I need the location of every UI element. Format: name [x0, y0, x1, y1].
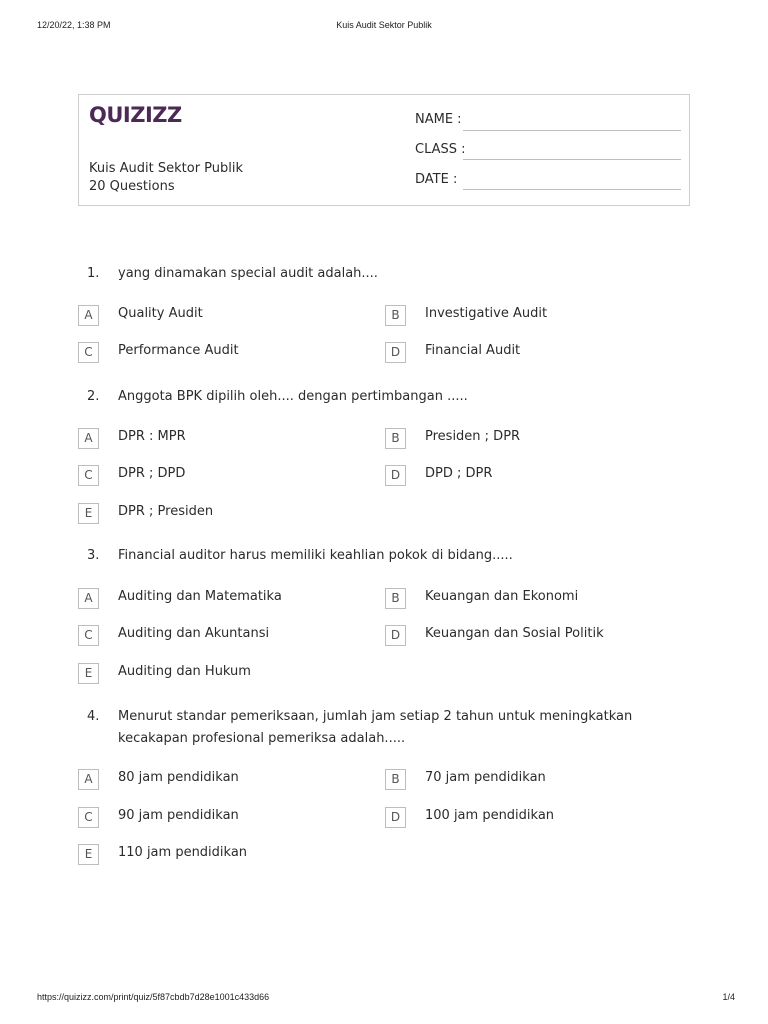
option-letter-box: A: [78, 769, 99, 790]
question-number: 1.: [87, 266, 100, 281]
option-text: Quality Audit: [118, 306, 203, 321]
question-text: Menurut standar pemeriksaan, jumlah jam setiap 2 tahun untuk meningkatkan kecakapan profesional pemeriksa adalah.....: [118, 709, 633, 746]
option-text: Presiden ; DPR: [425, 429, 521, 444]
option-text: Performance Audit: [118, 343, 239, 358]
question-number: 3.: [87, 548, 100, 563]
option-text: DPD ; DPR: [425, 466, 493, 481]
option-letter-box: D: [385, 625, 406, 646]
quiz-header-box: [78, 94, 690, 206]
quizizz-logo: QUIZIZZ: [89, 103, 182, 127]
print-datetime: 12/20/22, 1:38 PM: [37, 20, 111, 30]
option-text: Auditing dan Matematika: [118, 589, 282, 604]
question-text: yang dinamakan special audit adalah....: [118, 266, 378, 281]
page-number: 1/4: [722, 992, 735, 1002]
option-text: DPR ; DPD: [118, 466, 186, 481]
option-letter-box: C: [78, 807, 99, 828]
option-text: 80 jam pendidikan: [118, 770, 239, 785]
name-field[interactable]: [463, 130, 681, 131]
question-text: Anggota BPK dipilih oleh.... dengan pertimbangan .....: [118, 389, 468, 404]
option-letter-box: C: [78, 342, 99, 363]
option-text: Keuangan dan Ekonomi: [425, 589, 579, 604]
option-text: Auditing dan Akuntansi: [118, 626, 270, 641]
question-count: 20 Questions: [89, 179, 175, 194]
print-url[interactable]: https://quizizz.com/print/quiz/5f87cbdb7d28e1001c433d66: [37, 992, 270, 1002]
class-field[interactable]: [463, 159, 681, 160]
class-label: CLASS :: [415, 142, 466, 157]
print-doc-title: Kuis Audit Sektor Publik: [336, 20, 432, 30]
option-text: DPR ; Presiden: [118, 504, 214, 519]
question-text: Financial auditor harus memiliki keahlian pokok di bidang.....: [118, 548, 513, 563]
date-field[interactable]: [463, 189, 681, 190]
option-letter-box: D: [385, 465, 406, 486]
question-number: 4.: [87, 709, 100, 724]
option-letter-box: E: [78, 503, 99, 524]
quiz-title: Kuis Audit Sektor Publik: [89, 161, 244, 176]
option-text: Auditing dan Hukum: [118, 664, 251, 679]
option-letter-box: A: [78, 588, 99, 609]
option-text: 100 jam pendidikan: [425, 808, 555, 823]
option-text: Keuangan dan Sosial Politik: [425, 626, 604, 641]
option-letter-box: C: [78, 465, 99, 486]
option-letter-box: E: [78, 663, 99, 684]
option-letter-box: E: [78, 844, 99, 865]
option-letter-box: A: [78, 305, 99, 326]
option-letter-box: C: [78, 625, 99, 646]
date-label: DATE :: [415, 172, 458, 187]
option-letter-box: D: [385, 342, 406, 363]
option-text: 110 jam pendidikan: [118, 845, 248, 860]
option-text: 90 jam pendidikan: [118, 808, 239, 823]
option-letter-box: B: [385, 305, 406, 326]
option-text: DPR : MPR: [118, 429, 186, 444]
name-label: NAME :: [415, 112, 462, 127]
question-number: 2.: [87, 389, 100, 404]
option-letter-box: B: [385, 769, 406, 790]
option-text: Financial Audit: [425, 343, 521, 358]
option-text: Investigative Audit: [425, 306, 548, 321]
option-letter-box: B: [385, 588, 406, 609]
option-letter-box: B: [385, 428, 406, 449]
option-text: 70 jam pendidikan: [425, 770, 546, 785]
option-letter-box: D: [385, 807, 406, 828]
option-letter-box: A: [78, 428, 99, 449]
